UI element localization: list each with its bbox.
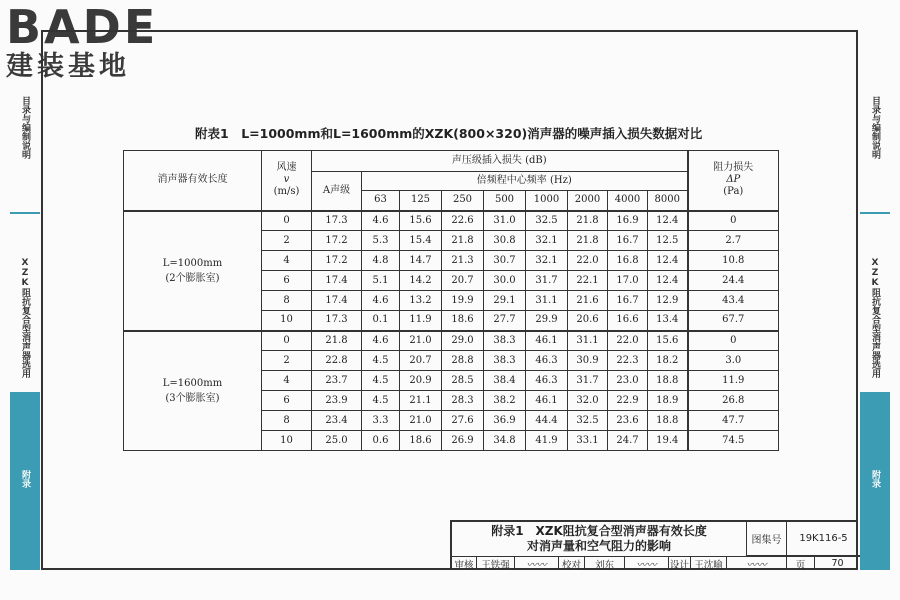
cell-value: 21.1	[400, 391, 442, 411]
group-label: L=1600mm (3个膨胀室)	[124, 331, 262, 451]
table-row	[124, 211, 779, 231]
cell-resistance: 26.8	[688, 391, 779, 411]
cell-value: 15.6	[648, 331, 688, 351]
cell-value: 30.8	[484, 231, 526, 251]
cell-value: 29.9	[526, 311, 568, 331]
header-octave-band: 倍频程中心频率 (Hz)	[362, 172, 688, 191]
cell-value: 0.6	[362, 431, 400, 451]
cell-value: 32.5	[568, 411, 608, 431]
cell-value: 19.4	[648, 431, 688, 451]
header-freq-4000: 4000	[608, 191, 648, 211]
right-index-appendix[interactable]: 附录	[860, 392, 890, 570]
header-a-weighted: A声级	[312, 172, 362, 211]
cell-value: 5.3	[362, 231, 400, 251]
cell-value: 31.7	[568, 371, 608, 391]
cell-resistance: 67.7	[688, 311, 779, 331]
cell-value: 29.1	[484, 291, 526, 311]
cell-value: 38.4	[484, 371, 526, 391]
cell-value: 22.6	[442, 211, 484, 231]
cell-speed: 4	[262, 251, 312, 271]
cell-value: 46.3	[526, 351, 568, 371]
cell-value: 21.0	[400, 411, 442, 431]
cell-value: 18.6	[442, 311, 484, 331]
cell-speed: 0	[262, 211, 312, 231]
cell-value: 20.9	[400, 371, 442, 391]
right-index-selection[interactable]: XZK阻抗复合型消声器选用	[870, 258, 880, 378]
cell-value: 20.6	[568, 311, 608, 331]
check-label: 校对	[558, 556, 584, 570]
header-sound-insertion-loss: 声压级插入损失 (dB)	[312, 151, 688, 172]
cell-resistance: 3.0	[688, 351, 779, 371]
cell-value: 31.7	[526, 271, 568, 291]
cell-value: 18.9	[648, 391, 688, 411]
cell-value: 30.0	[484, 271, 526, 291]
cell-resistance: 10.8	[688, 251, 779, 271]
cell-resistance: 0	[688, 331, 779, 351]
cell-value: 21.8	[312, 331, 362, 351]
logo-subtitle: 建装基地	[6, 51, 130, 82]
cell-value: 18.8	[648, 371, 688, 391]
cell-value: 32.0	[568, 391, 608, 411]
cell-value: 34.8	[484, 431, 526, 451]
cell-resistance: 47.7	[688, 411, 779, 431]
cell-value: 21.8	[442, 231, 484, 251]
cell-value: 3.3	[362, 411, 400, 431]
cell-value: 21.6	[568, 291, 608, 311]
cell-value: 27.7	[484, 311, 526, 331]
cell-value: 33.1	[568, 431, 608, 451]
design-signature: 〰〰	[726, 556, 786, 570]
atlas-number: 19K116-5	[786, 522, 860, 556]
cell-value: 28.8	[442, 351, 484, 371]
cell-resistance: 24.4	[688, 271, 779, 291]
cell-value: 46.3	[526, 371, 568, 391]
header-freq-63: 63	[362, 191, 400, 211]
cell-value: 0.1	[362, 311, 400, 331]
cell-value: 17.2	[312, 231, 362, 251]
header-freq-2000: 2000	[568, 191, 608, 211]
cell-value: 29.0	[442, 331, 484, 351]
cell-value: 16.7	[608, 231, 648, 251]
review-label: 审核	[452, 556, 476, 570]
cell-value: 16.7	[608, 291, 648, 311]
cell-value: 26.9	[442, 431, 484, 451]
cell-value: 31.0	[484, 211, 526, 231]
cell-value: 14.2	[400, 271, 442, 291]
review-name: 王铁强	[476, 556, 514, 570]
cell-value: 46.1	[526, 331, 568, 351]
cell-value: 19.9	[442, 291, 484, 311]
cell-value: 44.4	[526, 411, 568, 431]
cell-value: 4.5	[362, 371, 400, 391]
design-label: 设计	[668, 556, 690, 570]
left-index-selection[interactable]: XZK阻抗复合型消声器选用	[20, 258, 30, 378]
cell-value: 17.2	[312, 251, 362, 271]
table-title: 附表1 L=1000mm和L=1600mm的XZK(800×320)消声器的噪声插入损失数据对比	[195, 126, 703, 141]
cell-value: 12.4	[648, 251, 688, 271]
review-signature: 〰〰	[514, 556, 558, 570]
cell-speed: 6	[262, 271, 312, 291]
cell-value: 13.2	[400, 291, 442, 311]
page-number: 70	[814, 556, 860, 570]
cell-value: 12.4	[648, 211, 688, 231]
insertion-loss-table	[123, 150, 779, 451]
cell-value: 18.2	[648, 351, 688, 371]
cell-value: 5.1	[362, 271, 400, 291]
cell-value: 15.6	[400, 211, 442, 231]
check-signature: 〰〰	[624, 556, 668, 570]
cell-speed: 10	[262, 431, 312, 451]
cell-value: 32.5	[526, 211, 568, 231]
cell-value: 31.1	[568, 331, 608, 351]
header-freq-8000: 8000	[648, 191, 688, 211]
cell-speed: 8	[262, 411, 312, 431]
cell-value: 22.1	[568, 271, 608, 291]
cell-value: 23.6	[608, 411, 648, 431]
logo-wordmark: BADE	[6, 0, 159, 54]
header-freq-250: 250	[442, 191, 484, 211]
cell-speed: 4	[262, 371, 312, 391]
cell-speed: 6	[262, 391, 312, 411]
cell-value: 4.5	[362, 351, 400, 371]
cell-value: 17.4	[312, 291, 362, 311]
header-effective-length: 消声器有效长度	[124, 151, 262, 211]
cell-value: 23.4	[312, 411, 362, 431]
cell-value: 12.9	[648, 291, 688, 311]
cell-value: 28.3	[442, 391, 484, 411]
title-block	[450, 520, 858, 570]
cell-value: 4.6	[362, 291, 400, 311]
left-index-appendix[interactable]: 附录	[10, 392, 40, 570]
cell-value: 38.3	[484, 331, 526, 351]
cell-value: 14.7	[400, 251, 442, 271]
cell-value: 18.6	[400, 431, 442, 451]
cell-value: 21.8	[568, 231, 608, 251]
cell-resistance: 2.7	[688, 231, 779, 251]
cell-value: 22.9	[608, 391, 648, 411]
cell-resistance: 43.4	[688, 291, 779, 311]
cell-resistance: 0	[688, 211, 779, 231]
cell-value: 4.5	[362, 391, 400, 411]
cell-speed: 10	[262, 311, 312, 331]
cell-resistance: 11.9	[688, 371, 779, 391]
cell-value: 16.6	[608, 311, 648, 331]
cell-speed: 2	[262, 351, 312, 371]
cell-value: 36.9	[484, 411, 526, 431]
cell-value: 24.7	[608, 431, 648, 451]
cell-speed: 0	[262, 331, 312, 351]
cell-value: 17.4	[312, 271, 362, 291]
right-index-catalog[interactable]: 目录与编制说明	[870, 96, 880, 159]
cell-value: 46.1	[526, 391, 568, 411]
cell-value: 20.7	[400, 351, 442, 371]
cell-value: 15.4	[400, 231, 442, 251]
cell-value: 12.4	[648, 271, 688, 291]
cell-value: 22.8	[312, 351, 362, 371]
header-freq-125: 125	[400, 191, 442, 211]
cell-value: 28.5	[442, 371, 484, 391]
cell-value: 23.0	[608, 371, 648, 391]
group-label: L=1000mm (2个膨胀室)	[124, 211, 262, 331]
cell-value: 12.5	[648, 231, 688, 251]
cell-value: 25.0	[312, 431, 362, 451]
cell-value: 23.9	[312, 391, 362, 411]
left-index-strip	[10, 30, 40, 570]
header-freq-1000: 1000	[526, 191, 568, 211]
cell-value: 4.6	[362, 211, 400, 231]
cell-value: 4.8	[362, 251, 400, 271]
header-resistance-loss: 阻力损失 ΔP (Pa)	[688, 151, 779, 211]
cell-value: 21.8	[568, 211, 608, 231]
header-freq-500: 500	[484, 191, 526, 211]
page-label: 页	[786, 556, 814, 570]
cell-value: 18.8	[648, 411, 688, 431]
cell-value: 17.3	[312, 211, 362, 231]
cell-value: 17.3	[312, 311, 362, 331]
cell-value: 27.6	[442, 411, 484, 431]
cell-resistance: 74.5	[688, 431, 779, 451]
cell-value: 16.9	[608, 211, 648, 231]
right-index-strip	[860, 30, 890, 570]
cell-value: 17.0	[608, 271, 648, 291]
atlas-number-label: 图集号	[746, 522, 786, 556]
cell-value: 32.1	[526, 231, 568, 251]
cell-value: 41.9	[526, 431, 568, 451]
cell-value: 22.0	[568, 251, 608, 271]
cell-value: 16.8	[608, 251, 648, 271]
check-name: 刘东	[584, 556, 624, 570]
cell-speed: 8	[262, 291, 312, 311]
cell-value: 20.7	[442, 271, 484, 291]
cell-value: 32.1	[526, 251, 568, 271]
cell-speed: 2	[262, 231, 312, 251]
cell-value: 13.4	[648, 311, 688, 331]
cell-value: 11.9	[400, 311, 442, 331]
cell-value: 30.7	[484, 251, 526, 271]
header-wind-speed: 风速 v (m/s)	[262, 151, 312, 211]
left-index-catalog[interactable]: 目录与编制说明	[20, 96, 30, 159]
design-name: 王沈喻	[690, 556, 726, 570]
cell-value: 30.9	[568, 351, 608, 371]
table-row	[124, 331, 779, 351]
cell-value: 31.1	[526, 291, 568, 311]
title-block-title: 附录1 XZK阻抗复合型消声器有效长度 对消声量和空气阻力的影响	[491, 524, 707, 553]
cell-value: 21.0	[400, 331, 442, 351]
cell-value: 23.7	[312, 371, 362, 391]
cell-value: 38.3	[484, 351, 526, 371]
cell-value: 22.3	[608, 351, 648, 371]
cell-value: 21.3	[442, 251, 484, 271]
cell-value: 4.6	[362, 331, 400, 351]
cell-value: 22.0	[608, 331, 648, 351]
cell-value: 38.2	[484, 391, 526, 411]
